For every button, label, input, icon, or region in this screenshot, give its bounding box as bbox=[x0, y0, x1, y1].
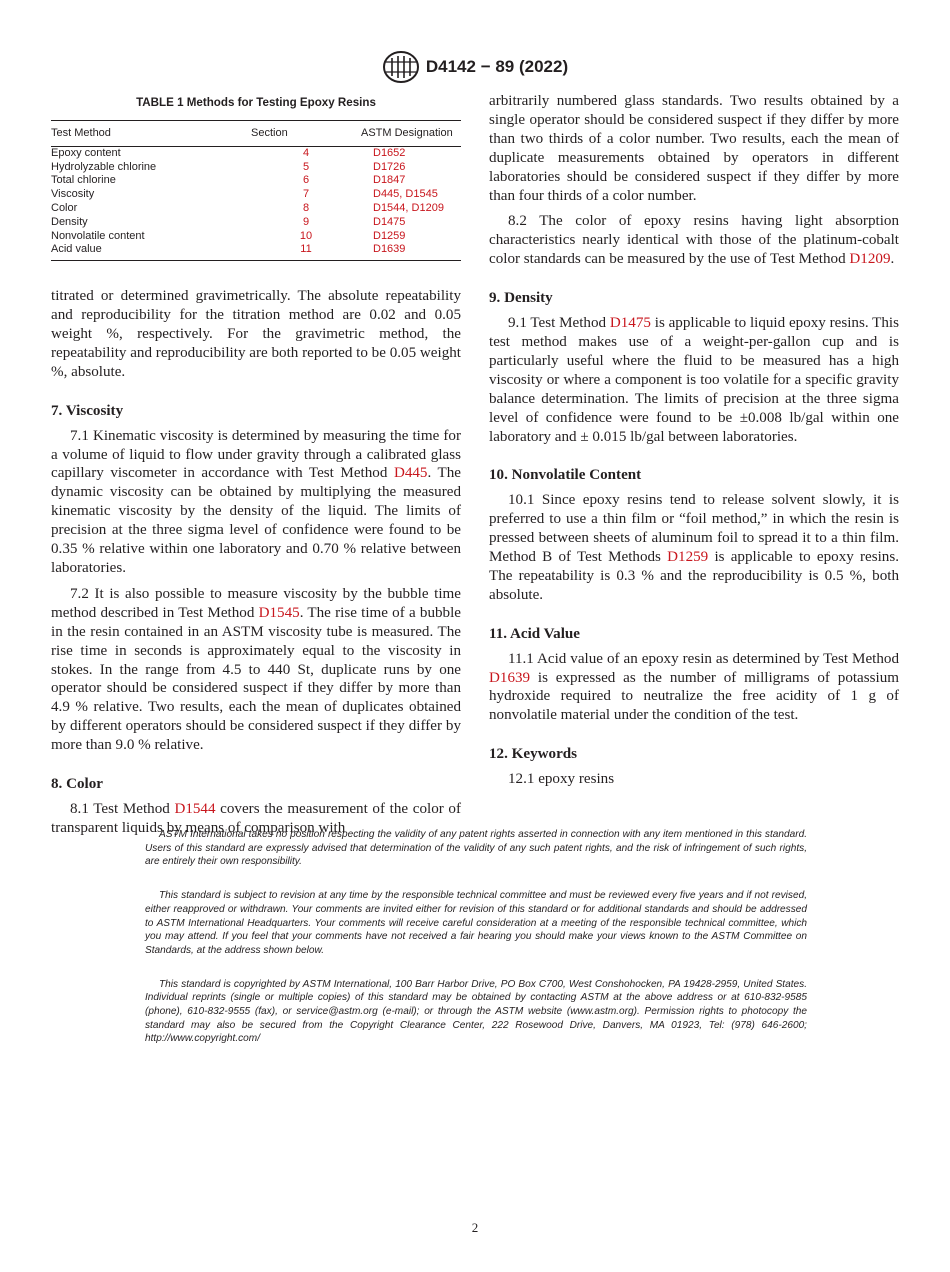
paragraph-12-1: 12.1 epoxy resins bbox=[508, 771, 615, 788]
footer-notes bbox=[145, 828, 807, 1066]
row-astm-link[interactable]: D1259 bbox=[373, 229, 406, 242]
row-method: Density bbox=[51, 215, 88, 228]
link-d1544[interactable]: D1544 bbox=[174, 800, 216, 817]
table-row bbox=[51, 243, 461, 260]
col-header-method: Test Method bbox=[51, 120, 251, 146]
row-section-link[interactable]: 9 bbox=[302, 215, 310, 228]
revision-notice: This standard is subject to revision at any time by the responsible technical committee and must be reviewed every five years and if not revised, either reapproved or withdrawn. Your comments are invited either for revision of this standard or for additional standards and should be addressed to ASTM International Headquarters. Your comments will receive careful consideration at a meeting of the responsible technical committee, which you may attend. If you feel that your comments have not received a fair hearing you should make your views known to the ASTM Committee on Standards, at the address shown below. bbox=[145, 890, 807, 956]
table-row bbox=[51, 146, 461, 160]
paragraph-6-continued: titrated or determined gravimetrically. The absolute repeatability and reproducibility for the titration method are 0.02 and 0.05 weight %, respectively. For the gravimetric method, the repeatability and reproducibility are both reported to be 0.05 weight %, absolute. bbox=[51, 288, 461, 380]
row-section-link[interactable]: 7 bbox=[302, 188, 310, 201]
row-method: Acid value bbox=[51, 243, 251, 260]
page-header bbox=[0, 50, 950, 89]
right-column bbox=[489, 92, 899, 796]
row-method: Hydrolyzable chlorine bbox=[51, 160, 157, 173]
row-astm-link[interactable]: D1652 bbox=[373, 146, 406, 159]
section-7-heading: 7. Viscosity bbox=[51, 402, 124, 419]
section-11-heading: 11. Acid Value bbox=[489, 625, 581, 642]
page-number: 2 bbox=[471, 1220, 479, 1235]
row-section-link[interactable]: 10 bbox=[299, 229, 313, 242]
table-row bbox=[51, 216, 461, 230]
paragraph-8-1: 8.1 Test Method D1544 covers the measurement of the color of transparent liquids by means of comparison with bbox=[51, 800, 461, 836]
row-astm-link[interactable]: D1639 bbox=[361, 243, 461, 260]
link-d1545[interactable]: D1545 bbox=[258, 604, 300, 621]
table-caption: TABLE 1 Methods for Testing Epoxy Resins bbox=[136, 96, 376, 109]
paragraph-9-1: 9.1 Test Method D1475 is applicable to liquid epoxy resins. This test method makes use of a weight-per-gallon cup and is particularly useful where the fluid to be measured has a high viscosity or where a component is too volatile for a specific gravity balance determination. The limits of precision at the three sigma level of confidence were found to be ±0.008 lb/gal within one laboratory and ± 0.015 lb/gal between laboratories. bbox=[489, 315, 899, 445]
link-d445[interactable]: D445 bbox=[393, 465, 428, 482]
row-astm-link[interactable]: D1847 bbox=[373, 174, 406, 187]
row-astm-link[interactable]: D1726 bbox=[373, 160, 406, 173]
paragraph-10-1: 10.1 Since epoxy resins tend to release solvent slowly, it is preferred to use a thin film or “foil method,” in which the resin is pressed between sheets of aluminum foil to spread it to a thin film. Method B of Test Methods D1259 is applicable to epoxy resins. The repeatability is 0.3 % and the reproducibility is 0.5 %, both absolute. bbox=[489, 492, 899, 603]
row-method: Epoxy content bbox=[51, 146, 121, 159]
paragraph-8-2: 8.2 The color of epoxy resins having light absorption characteristics nearly identical with those of the platinum-cobalt color standards can be measured by the use of Test Method D1209. bbox=[489, 213, 899, 268]
table-row bbox=[51, 174, 461, 188]
table-row bbox=[51, 230, 461, 244]
paragraph-11-1: 11.1 Acid value of an epoxy resin as determined by Test Method D1639 is expressed as the number of milligrams of potassium hydroxide required to neutralize the free acidity of 1 g of nonvolatile material under the condition of the test. bbox=[489, 650, 899, 724]
row-astm-link[interactable]: D445, D1545 bbox=[373, 188, 438, 201]
row-astm-link[interactable]: D1544, D1209 bbox=[373, 202, 444, 214]
table-row bbox=[51, 161, 461, 175]
designation-title: D4142 − 89 (2022) bbox=[425, 57, 569, 76]
row-section-link[interactable]: 4 bbox=[302, 146, 310, 159]
table-header-row bbox=[51, 120, 461, 146]
link-d1259[interactable]: D1259 bbox=[667, 549, 709, 566]
link-d1639[interactable]: D1639 bbox=[489, 669, 531, 686]
row-section-link[interactable]: 11 bbox=[251, 243, 361, 260]
section-10-heading: 10. Nonvolatile Content bbox=[489, 467, 642, 484]
row-section-link[interactable]: 8 bbox=[302, 202, 310, 214]
row-method: Total chlorine bbox=[51, 174, 116, 187]
row-section-link[interactable]: 5 bbox=[302, 160, 310, 173]
section-9-heading: 9. Density bbox=[489, 290, 553, 307]
patent-notice: ASTM International takes no position respecting the validity of any patent rights asserted in connection with any item mentioned in this standard. Users of this standard are expressly advised that determination of the validity of any such patent rights, and the risk of infringement of such rights, are entirely their own responsibility. bbox=[145, 829, 807, 868]
astm-logo-icon bbox=[382, 50, 420, 84]
left-column bbox=[51, 92, 461, 845]
table-row bbox=[51, 202, 461, 216]
table-row bbox=[51, 188, 461, 202]
row-astm-link[interactable]: D1475 bbox=[373, 215, 406, 228]
paragraph-7-2: 7.2 It is also possible to measure viscosity by the bubble time method described in Test Method D1545. The rise time of a bubble in the resin contained in an ASTM viscosity tube is measured. The rise time in seconds is approximately equal to the viscosity in stokes. In the range from 4.5 to 440 St, duplicate runs by one operator should be considered suspect if they differ by more than 4.9 % relative. Two results, each the mean of duplicates obtained by different operators should be considered suspect if they differ by more than 9.0 % relative. bbox=[51, 585, 461, 754]
section-8-heading: 8. Color bbox=[51, 776, 103, 793]
row-method: Color bbox=[51, 202, 78, 214]
copyright-notice: This standard is copyrighted by ASTM International, 100 Barr Harbor Drive, PO Box C700, West Conshohocken, PA 19428-2959, United States. Individual reprints (single or multiple copies) of this standard may be obtained by contacting ASTM at the above address or at 610-832-9585 (phone), 610-832-9555 (fax), or service@astm.org (e-mail); or through the ASTM website (www.astm.org). Permission rights to photocopy the standard may also be secured from the Copyright Clearance Center, 222 Rosewood Drive, Danvers, MA 01923, Tel: (978) 646-2600; http://www.copyright.com/ bbox=[145, 978, 807, 1045]
row-method: Nonvolatile content bbox=[51, 229, 145, 242]
section-12-heading: 12. Keywords bbox=[489, 746, 578, 763]
methods-table bbox=[51, 92, 461, 261]
paragraph-8-1-continued: arbitrarily numbered glass standards. Two results obtained by a single operator should be considered suspect if they differ by more than two thirds of a color number. Two results, each the mean of duplicate measurements obtained by operators in different laboratories should be considered suspect if they differ by more than four thirds of a color number. bbox=[489, 93, 899, 204]
link-d1209[interactable]: D1209 bbox=[849, 251, 891, 268]
row-method: Viscosity bbox=[51, 188, 95, 201]
link-d1475[interactable]: D1475 bbox=[609, 315, 651, 332]
col-header-astm: ASTM Designation bbox=[361, 120, 461, 146]
row-section-link[interactable]: 6 bbox=[302, 174, 310, 187]
paragraph-7-1: 7.1 Kinematic viscosity is determined by measuring the time for a volume of liquid to flow under gravity through a calibrated glass capillary viscometer in accordance with Test Method D445. The dynamic viscosity can be obtained by multiplying the measured kinematic viscosity by the density of the liquid. The limits of precision at the three sigma level of confidence were found to be 0.35 % relative within one laboratory and 0.70 % relative between laboratories. bbox=[51, 427, 462, 576]
col-header-section: Section bbox=[251, 120, 361, 146]
